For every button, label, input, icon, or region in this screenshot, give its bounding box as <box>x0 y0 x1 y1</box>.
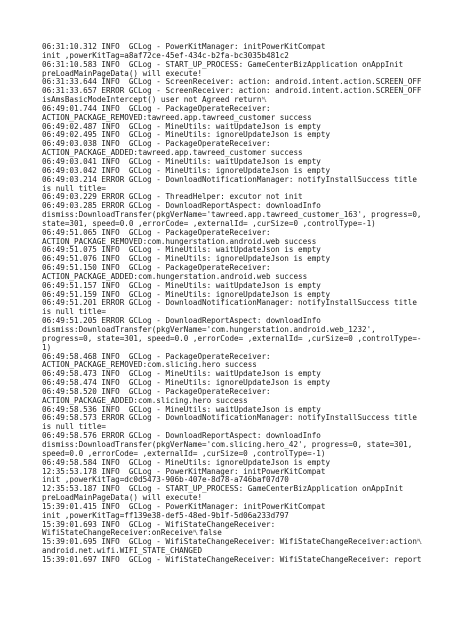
log-line: 15:39:01.697 INFO GCLog - WifiStateChangeReceiver: WifiStateChangeReceiver: report <box>42 555 422 564</box>
log-line: 06:49:58.473 INFO GCLog - MineUtils: waitUpdateJson is empty <box>42 370 321 379</box>
log-line: dismiss:DownloadTransfer(pkgVerName='com.hungerstation.android.web_1232', <box>42 326 376 334</box>
log-line: 06:49:51.076 INFO GCLog - MineUtils: ignoreUpdateJson is empty <box>42 255 331 264</box>
log-line: 06:49:51.159 INFO GCLog - MineUtils: ignoreUpdateJson is empty <box>42 290 331 299</box>
log-line: 06:31:10.312 INFO GCLog - PowerKitManager: initPowerKitCompat <box>42 43 326 51</box>
log-line: 06:31:10.583 INFO GCLog - START_UP_PROCESS: GameCenterBizApplication onAppInit <box>42 60 404 69</box>
log-line: 06:31:33.644 INFO GCLog - ScreenReceiver: action: android.intent.action.SCREEN_OFF <box>42 78 422 87</box>
log-line: ACTION_PACKAGE_REMOVED:com.slicing.hero success <box>42 361 257 370</box>
log-line: 06:49:58.520 INFO GCLog - PackageOperateReceiver: <box>42 387 271 396</box>
log-line: 06:49:51.157 INFO GCLog - MineUtils: waitUpdateJson is empty <box>42 281 321 290</box>
log-line: is null title= <box>42 423 107 432</box>
log-line: init ,powerKitTag=dc0d5473-906b-407e-8d78-a746baf07d70 <box>42 476 289 485</box>
log-line: 06:49:03.285 ERROR GCLog - DownloadReportAspect: downloadInfo <box>42 202 321 211</box>
log-line: 06:49:03.214 ERROR GCLog - DownloadNotificationManager: notifyInstallSuccess title <box>42 175 417 184</box>
log-line: 06:49:58.584 INFO GCLog - MineUtils: ignoreUpdateJson is empty <box>42 458 331 467</box>
log-line: 06:49:58.576 ERROR GCLog - DownloadReportAspect: downloadInfo <box>42 432 321 441</box>
log-line: state=301, speed=0.0 ,errorCode= ,externalId= ,curSize=0 ,controlType=-1) <box>42 219 376 228</box>
log-line: ACTION_PACKAGE_ADDED:tawreed.app.tawreed_customer success <box>42 149 303 158</box>
log-line: 1) <box>42 343 52 352</box>
log-line: ACTION_PACKAGE_REMOVED:com.hungerstation.android.web success <box>42 237 317 246</box>
log-line: 06:49:51.150 INFO GCLog - PackageOperateReceiver: <box>42 264 271 273</box>
log-line: 06:49:51.075 INFO GCLog - MineUtils: waitUpdateJson is empty <box>42 246 321 255</box>
log-line: 06:49:02.487 INFO GCLog - MineUtils: waitUpdateJson is empty <box>42 122 321 131</box>
log-line: 15:39:01.415 INFO GCLog - PowerKitManager: initPowerKitCompat <box>42 502 326 511</box>
log-document <box>42 43 462 565</box>
log-line: 15:39:01.693 INFO GCLog - WifiStateChangeReceiver: <box>42 520 276 529</box>
log-line: WifiStateChangeReceiver:onReceive␤false <box>42 529 222 538</box>
log-line: 06:49:51.065 INFO GCLog - PackageOperateReceiver: <box>42 228 271 237</box>
log-line: preLoadMainPageData() will execute! <box>42 69 203 78</box>
log-line: ACTION_PACKAGE_ADDED:com.slicing.hero success <box>42 396 248 405</box>
log-line: 06:49:58.474 INFO GCLog - MineUtils: ignoreUpdateJson is empty <box>42 379 331 388</box>
log-line: 06:49:03.042 INFO GCLog - MineUtils: ignoreUpdateJson is empty <box>42 166 331 175</box>
log-line: 06:49:51.205 ERROR GCLog - DownloadReportAspect: downloadInfo <box>42 317 321 326</box>
log-line: isAmsBasicModeIntercept() user not Agreed return␤ <box>42 96 268 105</box>
log-line: preLoadMainPageData() will execute! <box>42 494 203 503</box>
log-line: progress=0, state=301, speed=0.0 ,errorCode= ,externalId= ,curSize=0 ,controlType=- <box>42 334 422 343</box>
log-line: 06:49:03.041 INFO GCLog - MineUtils: waitUpdateJson is empty <box>42 157 321 166</box>
log-line: 06:49:03.229 ERROR GCLog - ThreadHelper: excutor not init <box>42 193 303 202</box>
log-line: dismiss:DownloadTransfer(pkgVerName='com.slicing.hero_42', progress=0, state=301, <box>42 440 413 449</box>
log-line: ACTION_PACKAGE_ADDED:com.hungerstation.android.web success <box>42 272 308 281</box>
log-line: speed=0.0 ,errorCode= ,externalId= ,curSize=0 ,controlType=-1) <box>42 449 326 458</box>
log-line: 06:49:01.744 INFO GCLog - PackageOperateReceiver: <box>42 104 271 113</box>
log-line: 12:35:53.178 INFO GCLog - PowerKitManager: initPowerKitCompat <box>42 467 326 476</box>
log-line: 06:49:58.468 INFO GCLog - PackageOperateReceiver: <box>42 352 271 361</box>
log-line: dismiss:DownloadTransfer(pkgVerName='tawreed.app.tawreed_customer_163', progress=0, <box>42 211 422 220</box>
log-line: init ,powerKitTag=ff139e38-def5-48ed-9b1f-5d06a233d797 <box>42 511 289 520</box>
log-line: 06:49:51.201 ERROR GCLog - DownloadNotificationManager: notifyInstallSuccess title <box>42 299 417 308</box>
log-line: 12:35:53.187 INFO GCLog - START_UP_PROCESS: GameCenterBizApplication onAppInit <box>42 485 404 494</box>
log-line: 06:31:33.657 ERROR GCLog - ScreenReceiver: action: android.intent.action.SCREEN_OFF <box>42 87 422 96</box>
log-line: 06:49:03.038 INFO GCLog - PackageOperateReceiver: <box>42 140 271 149</box>
log-line: 06:49:02.495 INFO GCLog - MineUtils: ignoreUpdateJson is empty <box>42 131 331 140</box>
log-line: 06:49:58.536 INFO GCLog - MineUtils: waitUpdateJson is empty <box>42 405 321 414</box>
log-line: is null title= <box>42 184 107 193</box>
log-line: 06:49:58.573 ERROR GCLog - DownloadNotificationManager: notifyInstallSuccess title <box>42 414 417 423</box>
log-line: is null title= <box>42 308 107 317</box>
log-line: ACTION_PACKAGE_REMOVED:tawreed.app.tawreed_customer success <box>42 113 312 122</box>
log-line: 15:39:01.695 INFO GCLog - WifiStateChangeReceiver: WifiStateChangeReceiver:action␤ <box>42 538 423 547</box>
log-line: init ,powerKitTag=a8af72ce-45ef-434c-b2fa-bc3035b481c2 <box>42 51 289 60</box>
log-line: android.net.wifi.WIFI_STATE_CHANGED <box>42 547 203 556</box>
